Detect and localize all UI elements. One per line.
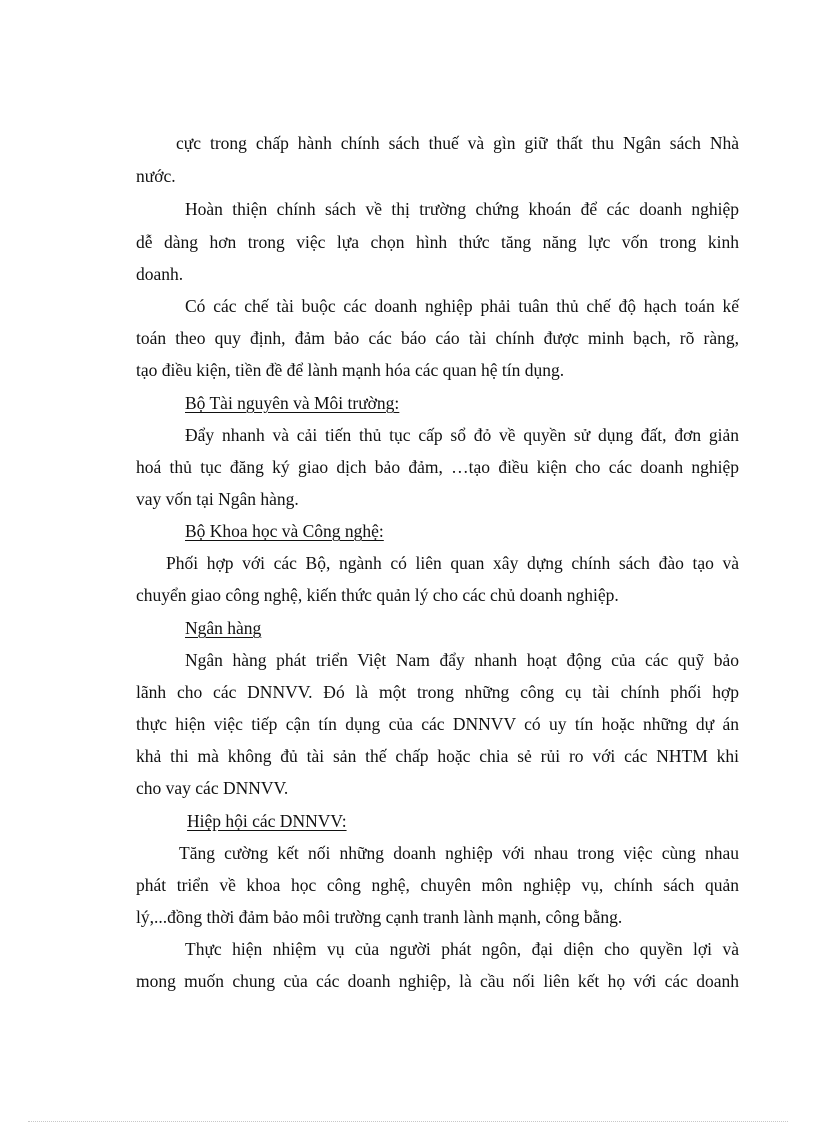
body-line: dễ dàng hơn trong việc lựa chọn hình thức tăng năng lực vốn trong kinh [136, 232, 739, 252]
body-line: cực trong chấp hành chính sách thuế và gìn giữ thất thu Ngân sách Nhà [176, 133, 739, 153]
body-line: cho vay các DNNVV. [136, 778, 289, 798]
body-line: lãnh cho các DNNVV. Đó là một trong những công cụ tài chính phối hợp [136, 682, 739, 702]
body-line: hoá thủ tục đăng ký giao dịch bảo đảm, …tạo điều kiện cho các doanh nghiệp [136, 457, 739, 477]
body-line: khả thi mà không đủ tài sản thế chấp hoặc chia sẻ rủi ro với các NHTM khi [136, 746, 739, 766]
body-line: toán theo quy định, đảm bảo các báo cáo tài chính được minh bạch, rõ ràng, [136, 328, 739, 348]
body-line: Hoàn thiện chính sách về thị trường chứng khoán để các doanh nghiệp [185, 199, 739, 219]
section-heading: Bộ Khoa học và Công nghệ: [185, 521, 384, 541]
body-line: Có các chế tài buộc các doanh nghiệp phải tuân thủ chế độ hạch toán kế [185, 296, 739, 316]
body-line: chuyển giao công nghệ, kiến thức quản lý cho các chủ doanh nghiệp. [136, 585, 619, 605]
body-line: vay vốn tại Ngân hàng. [136, 489, 299, 509]
body-line: phát triển về khoa học công nghệ, chuyên môn nghiệp vụ, chính sách quản [136, 875, 739, 895]
body-line: mong muốn chung của các doanh nghiệp, là cầu nối liên kết họ với các doanh [136, 971, 739, 991]
body-line: Tăng cường kết nối những doanh nghiệp với nhau trong việc cùng nhau [179, 843, 739, 863]
body-line: thực hiện việc tiếp cận tín dụng của các DNNVV có uy tín hoặc những dự án [136, 714, 739, 734]
body-line: Phối hợp với các Bộ, ngành có liên quan xây dựng chính sách đào tạo và [166, 553, 739, 573]
body-line: tạo điều kiện, tiền đề để lành mạnh hóa các quan hệ tín dụng. [136, 360, 565, 380]
section-heading: Ngân hàng [185, 618, 262, 638]
body-line: doanh. [136, 264, 184, 284]
body-line: Ngân hàng phát triển Việt Nam đẩy nhanh hoạt động của các quỹ bảo [185, 650, 739, 670]
body-line: Thực hiện nhiệm vụ của người phát ngôn, đại diện cho quyền lợi và [185, 939, 739, 959]
body-line: lý,...đồng thời đảm bảo môi trường cạnh tranh lành mạnh, công bằng. [136, 907, 623, 927]
body-line: Đẩy nhanh và cải tiến thủ tục cấp sổ đỏ về quyền sử dụng đất, đơn giản [185, 425, 739, 445]
body-line: nước. [136, 166, 176, 186]
section-heading: Bộ Tài nguyên và Môi trường: [185, 393, 400, 413]
page-bottom-rule [28, 1121, 788, 1122]
section-heading: Hiệp hội các DNNVV: [187, 811, 347, 831]
